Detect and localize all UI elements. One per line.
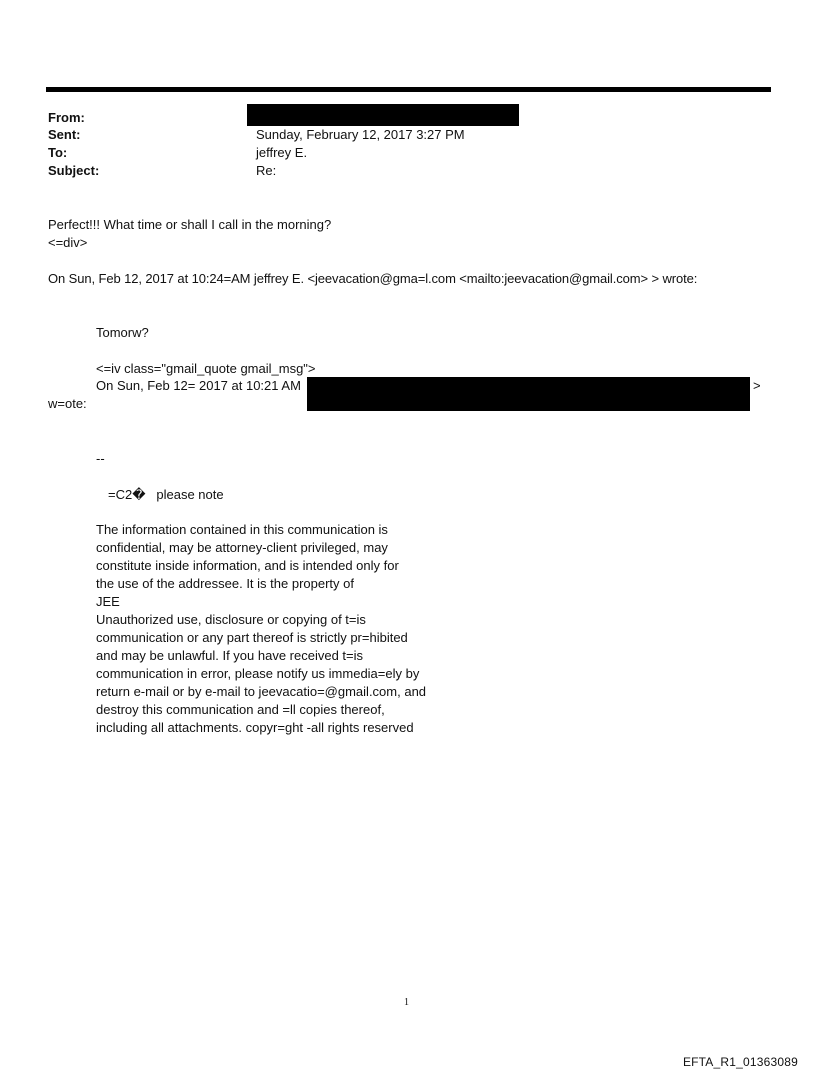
page-number: 1 <box>404 997 409 1008</box>
from-redaction <box>247 104 519 126</box>
to-label: To: <box>48 145 68 160</box>
confidentiality-disclaimer <box>96 521 426 737</box>
from-label: From: <box>48 110 85 125</box>
disclaimer-line: the use of the addressee. It is the property of <box>96 576 354 591</box>
disclaimer-line: JEE <box>96 594 120 609</box>
bates-number: EFTA_R1_01363089 <box>682 1055 798 1069</box>
to-value: jeffrey E. <box>256 145 308 160</box>
message-line-2: <=div> <box>48 235 88 250</box>
disclaimer-line: return e-mail or by e-mail to jeevacatio=@gmail.com, and <box>96 684 427 699</box>
please-note-line: =C2� please note <box>108 487 224 502</box>
disclaimer-line: The information contained in this communication is <box>96 522 388 537</box>
quote2-redaction <box>307 377 750 411</box>
wrote-fragment: w=ote: <box>48 396 87 411</box>
message-line-1: Perfect!!! What time or shall I call in the morning? <box>48 217 332 232</box>
disclaimer-line: communication in error, please notify us immedia=ely by <box>96 666 420 681</box>
disclaimer-line: and may be unlawful. If you have received t=is <box>96 648 364 663</box>
quote2-prefix: On Sun, Feb 12= 2017 at 10:21 AM <box>96 378 301 393</box>
disclaimer-line: including all attachments. copyr=ght -all rights reserved <box>96 720 414 735</box>
disclaimer-line: confidential, may be attorney-client privileged, may <box>96 540 388 555</box>
subject-label: Subject: <box>48 163 100 178</box>
sent-value: Sunday, February 12, 2017 3:27 PM <box>256 127 465 142</box>
quote2-suffix: > <box>753 378 761 393</box>
disclaimer-line: communication or any part thereof is strictly pr=hibited <box>96 630 408 645</box>
div-tag-line: <=iv class="gmail_quote gmail_msg"> <box>96 361 316 376</box>
signature-dashes: -- <box>96 451 105 466</box>
disclaimer-line: Unauthorized use, disclosure or copying of t=is <box>96 612 366 627</box>
tomorrow-line: Tomorw? <box>96 325 149 340</box>
quote-intro: On Sun, Feb 12, 2017 at 10:24=AM jeffrey E. <jeevacation@gma=l.com <mailto:jeevacation@gmail.com> > wrote: <box>48 271 698 286</box>
disclaimer-line: destroy this communication and =ll copies thereof, <box>96 702 385 717</box>
header-rule <box>46 87 771 92</box>
subject-value: Re: <box>256 163 277 178</box>
disclaimer-line: constitute inside information, and is intended only for <box>96 558 399 573</box>
sent-label: Sent: <box>48 127 81 142</box>
